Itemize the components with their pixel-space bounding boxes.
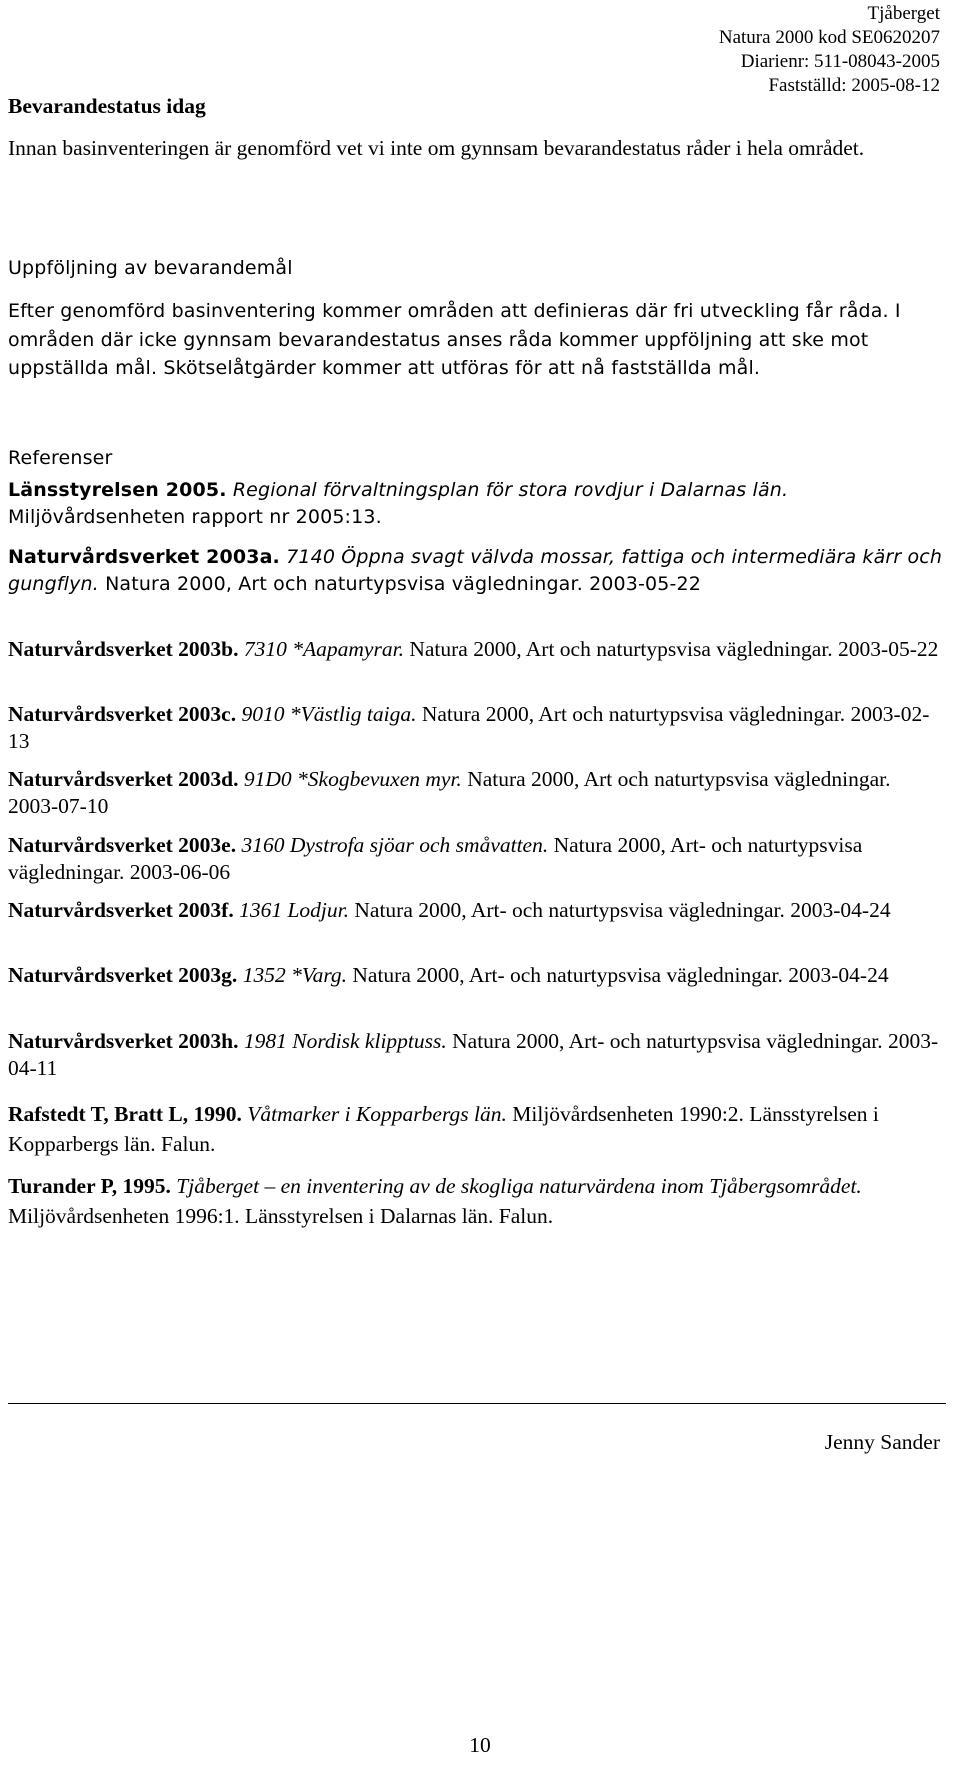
- reference-details: Natura 2000, Art och naturtypsvisa vägledningar. 2003-02-13: [8, 702, 930, 753]
- reference-title: 3160 Dystrofa sjöar och småvatten.: [241, 833, 549, 857]
- reference-item: [8, 766, 946, 820]
- reference-item: [8, 544, 946, 598]
- reference-title: 1981 Nordisk klipptuss.: [243, 1029, 447, 1053]
- signature-divider: [8, 1403, 946, 1404]
- reference-item: [8, 1028, 946, 1082]
- reference-item: [8, 1099, 946, 1159]
- reference-author: Naturvårdsverket 2003g.: [8, 963, 238, 987]
- reference-author: Naturvårdsverket 2003h.: [8, 1029, 239, 1053]
- reference-title: 9010 *Västlig taiga.: [241, 702, 417, 726]
- reference-item: [8, 636, 946, 663]
- reference-author: Naturvårdsverket 2003c.: [8, 702, 237, 726]
- reference-details: Natura 2000, Art och naturtypsvisa vägledningar. 2003-05-22: [409, 637, 939, 661]
- reference-details: Natura 2000, Art- och naturtypsvisa vägledningar. 2003-04-24: [354, 898, 891, 922]
- paragraph-uppfoljning: Efter genomförd basinventering kommer områden att definieras där fri utveckling får råda. I områden där icke gynnsam bevarandestatus anses råda kommer uppföljning att ske mot uppställda mål. Skötselåtgärder kommer att utföras för att nå fastställda mål.: [8, 300, 901, 379]
- reference-author: Naturvårdsverket 2003e.: [8, 833, 237, 857]
- reference-details: Natura 2000, Art och naturtypsvisa vägledningar. 2003-07-10: [8, 767, 891, 818]
- reference-author: Naturvårdsverket 2003f.: [8, 898, 234, 922]
- reference-author: Naturvårdsverket 2003a.: [8, 546, 280, 568]
- reference-item: [8, 477, 946, 531]
- reference-title: 1352 *Varg.: [242, 963, 348, 987]
- reference-item: [8, 897, 946, 924]
- reference-author: Länsstyrelsen 2005.: [8, 479, 227, 501]
- header-date: Fastställd: 2005-08-12: [768, 75, 940, 96]
- document-header: [719, 2, 940, 98]
- paragraph-bevarandestatus: Innan basinventeringen är genomförd vet vi inte om gynnsam bevarandestatus råder i hela området.: [8, 136, 865, 160]
- reference-title: 7310 *Aapamyrar.: [243, 637, 404, 661]
- reference-title: Tjåberget – en inventering av de skogliga naturvärdena inom Tjåbergsområdet.: [176, 1174, 862, 1198]
- reference-details: Miljövårdsenheten 1990:2. Länsstyrelsen i Kopparbergs län. Falun.: [8, 1102, 879, 1156]
- reference-title: Regional förvaltningsplan för stora rovdjur i Dalarnas län.: [232, 479, 789, 501]
- section-heading-uppfoljning: Uppföljning av bevarandemål: [8, 257, 293, 279]
- section-heading-referenser: Referenser: [8, 447, 113, 469]
- reference-details: Natura 2000, Art- och naturtypsvisa vägledningar. 2003-04-24: [352, 963, 889, 987]
- reference-item: [8, 962, 946, 989]
- reference-item: [8, 701, 946, 755]
- reference-details: Natura 2000, Art och naturtypsvisa vägledningar. 2003-05-22: [105, 573, 701, 595]
- reference-title: 91D0 *Skogbevuxen myr.: [243, 767, 462, 791]
- reference-item: [8, 1171, 946, 1231]
- reference-details: Natura 2000, Art- och naturtypsvisa vägledningar. 2003-04-11: [8, 1029, 939, 1080]
- header-natura-code: Natura 2000 kod SE0620207: [718, 27, 940, 48]
- reference-details: Miljövårdsenheten 1996:1. Länsstyrelsen i Dalarnas län. Falun.: [8, 1204, 554, 1228]
- page-number: 10: [469, 1733, 491, 1757]
- reference-title: Våtmarker i Kopparbergs län.: [247, 1102, 507, 1126]
- reference-title: 7140 Öppna svagt välvda mossar, fattiga och intermediära kärr och gungflyn.: [8, 546, 943, 595]
- section-heading-bevarandestatus: Bevarandestatus idag: [8, 94, 206, 118]
- reference-author: Turander P, 1995.: [8, 1174, 171, 1198]
- reference-details: Natura 2000, Art- och naturtypsvisa vägledningar. 2003-06-06: [8, 833, 863, 884]
- reference-title: 1361 Lodjur.: [239, 898, 350, 922]
- reference-author: Naturvårdsverket 2003d.: [8, 767, 239, 791]
- header-diarienr: Diarienr: 511-08043-2005: [740, 51, 940, 72]
- signature: Jenny Sander: [824, 1430, 940, 1454]
- header-site-name: Tjåberget: [867, 3, 940, 24]
- reference-item: [8, 832, 946, 886]
- reference-details: Miljövårdsenheten rapport nr 2005:13.: [8, 506, 382, 528]
- reference-author: Naturvårdsverket 2003b.: [8, 637, 239, 661]
- reference-author: Rafstedt T, Bratt L, 1990.: [8, 1102, 242, 1126]
